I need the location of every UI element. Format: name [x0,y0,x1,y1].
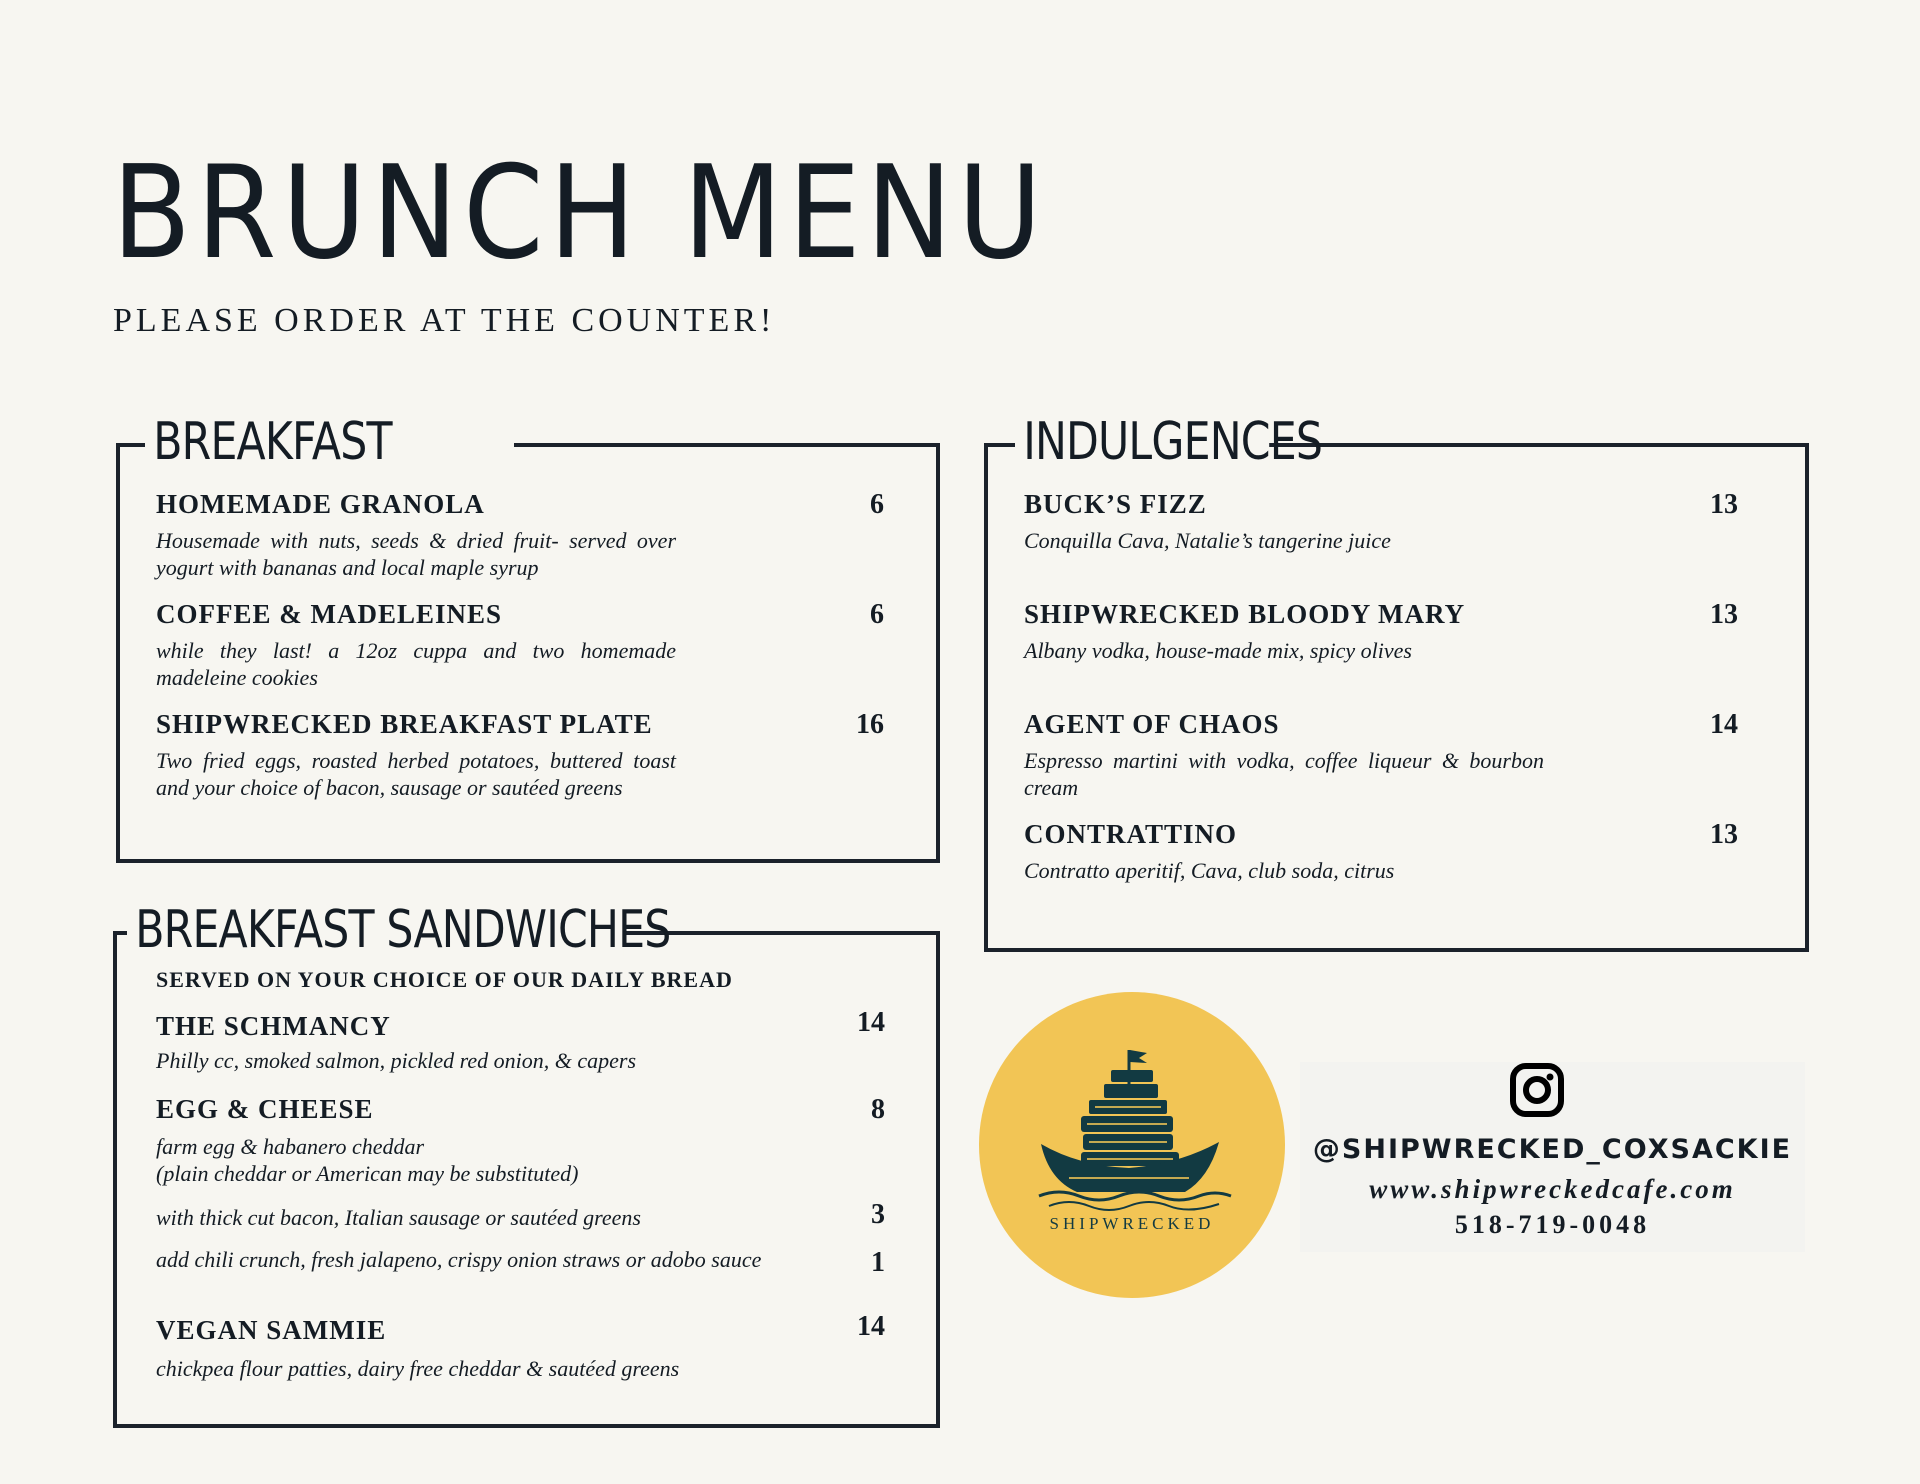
phone-number[interactable]: 518-719-0048 [1454,1210,1651,1239]
item-description: farm egg & habanero cheddar [156,1134,425,1159]
contact-panel [1300,1062,1805,1252]
page-subtitle: PLEASE ORDER AT THE COUNTER! [113,302,776,339]
add-on-price: 3 [871,1199,885,1230]
item-price: 6 [870,599,884,630]
item-name: SHIPWRECKED BLOODY MARY [1024,599,1466,629]
item-description: Albany vodka, house-made mix, spicy olives [1024,638,1412,663]
breakfast-section [116,412,940,863]
indulgences-section [984,412,1809,952]
indulgences-title: INDULGENCES [1015,416,1269,468]
item-name: VEGAN SAMMIE [156,1315,387,1345]
add-on-description: with thick cut bacon, Italian sausage or sautéed greens [156,1205,641,1230]
item-description: Espresso martini with vodka, coffee liqueur & bourbon cream [1024,748,1544,800]
item-price: 13 [1710,819,1738,850]
item-name: AGENT OF CHAOS [1024,709,1280,739]
item-description: Two fried eggs, roasted herbed potatoes, buttered toast and your choice of bacon, sausage or sautéed greens [156,748,676,800]
logo-text: SHIPWRECKED [1049,1214,1215,1233]
item-description: Conquilla Cava, Natalie’s tangerine juice [1024,528,1391,553]
shipwrecked-logo [979,992,1285,1298]
instagram-handle[interactable]: @SHIPWRECKED_COXSACKIE [1312,1134,1793,1165]
add-on-price: 1 [871,1247,885,1278]
add-on-description: add chili crunch, fresh jalapeno, crispy onion straws or adobo sauce [156,1247,762,1272]
item-description: Contratto aperitif, Cava, club soda, citrus [1024,858,1395,883]
item-price: 13 [1710,599,1738,630]
bread-note: SERVED ON YOUR CHOICE OF OUR DAILY BREAD [156,967,733,992]
sandwiches-section [113,900,940,1428]
page-title: BRUNCH MENU [112,139,1048,288]
item-price: 14 [857,1007,885,1038]
website-link[interactable]: www.shipwreckedcafe.com [1369,1174,1736,1204]
item-price: 6 [870,489,884,520]
item-price: 13 [1710,489,1738,520]
item-description: Philly cc, smoked salmon, pickled red onion, & capers [156,1048,637,1073]
item-price: 14 [1710,709,1738,740]
item-name: SHIPWRECKED BREAKFAST PLATE [156,709,653,739]
item-name: COFFEE & MADELEINES [156,599,503,629]
item-name: BUCK’S FIZZ [1024,489,1207,519]
item-description: while they last! a 12oz cuppa and two homemade madeleine cookies [156,638,676,690]
sandwiches-title: BREAKFAST SANDWICHES [127,904,623,956]
item-name: EGG & CHEESE [156,1094,374,1124]
item-description: chickpea flour patties, dairy free cheddar & sautéed greens [156,1356,680,1381]
item-description: (plain cheddar or American may be substituted) [156,1161,579,1186]
item-price: 14 [857,1311,885,1342]
item-price: 8 [871,1094,885,1125]
item-description: Housemade with nuts, seeds & dried fruit- served over yogurt with bananas and local maple syrup [156,528,676,580]
item-price: 16 [856,709,884,740]
breakfast-title: BREAKFAST [145,416,514,468]
item-name: CONTRATTINO [1024,819,1238,849]
instagram-icon[interactable] [1509,1062,1565,1118]
item-name: THE SCHMANCY [156,1011,391,1041]
ship-icon [979,992,1285,1298]
item-name: HOMEMADE GRANOLA [156,489,485,519]
